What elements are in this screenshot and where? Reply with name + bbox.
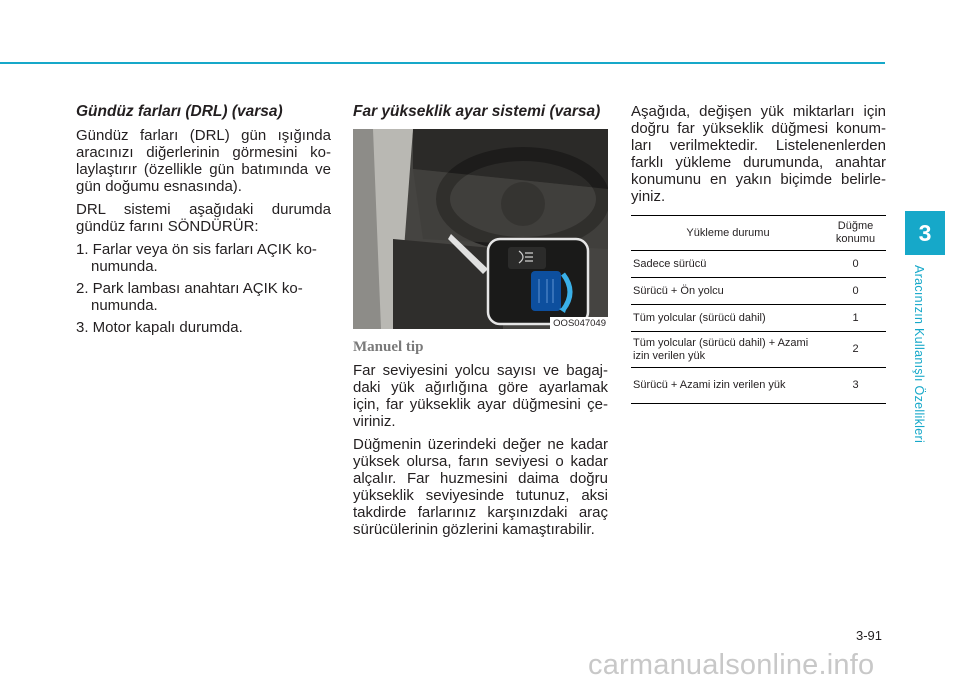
- switch-position: 0: [825, 278, 886, 305]
- load-table: [631, 215, 886, 404]
- switch-position: 1: [825, 305, 886, 332]
- drl-intro: Gündüz farları (DRL) gün ışığında aracınızı diğerlerinin görmesini ko-laylaştırır (özellikle gün batımında ve gün doğumu esnasında).: [76, 127, 331, 195]
- load-condition: Sadece sürücü: [631, 251, 825, 278]
- column-drl: [76, 103, 331, 341]
- table-row: [631, 278, 886, 305]
- drl-list: [76, 241, 331, 336]
- dashboard-illustration: [353, 129, 608, 329]
- list-item: 3. Motor kapalı durumda.: [76, 319, 243, 336]
- table-row: [631, 368, 886, 404]
- list-item: 2. Park lambası anahtarı AÇIK ko-numunda.: [76, 280, 303, 314]
- list-item: 1. Farlar veya ön sis farları AÇIK ko-numunda.: [76, 241, 317, 275]
- table-row: [631, 305, 886, 332]
- leveling-para1: Far seviyesini yolcu sayısı ve bagaj-daki yük ağırlığına göre ayarlamak için, far yükseklik ayar düğmesini çe-viriniz.: [353, 362, 608, 430]
- switch-position: 3: [825, 368, 886, 404]
- load-condition: Sürücü + Ön yolcu: [631, 278, 825, 305]
- leveling-heading: Far yükseklik ayar sistemi (varsa): [353, 103, 601, 120]
- table-row: [631, 251, 886, 278]
- column-load-table: [631, 103, 886, 404]
- dashboard-photo: [353, 129, 608, 329]
- table-intro: Aşağıda, değişen yük miktarları için doğru far yükseklik düğmesi konum-ları verilmektedir. Listelenenlerden farklı yükleme durumunda, anahtar konumunu en yakın biçimde belirle-yiniz.: [631, 103, 886, 205]
- load-condition: Sürücü + Azami izin verilen yük: [631, 368, 825, 404]
- table-header: Yükleme durumu: [631, 216, 825, 251]
- watermark: carmanualsonline.info: [588, 649, 875, 681]
- load-condition: Tüm yolcular (sürücü dahil) + Azami izin verilen yük: [631, 332, 825, 368]
- load-condition: Tüm yolcular (sürücü dahil): [631, 305, 825, 332]
- drl-heading: Gündüz farları (DRL) (varsa): [76, 103, 283, 120]
- table-header: Düğme konumu: [825, 216, 886, 251]
- switch-position: 2: [825, 332, 886, 368]
- column-headlight-leveling: [353, 103, 608, 544]
- switch-position: 0: [825, 251, 886, 278]
- page-number: 3-91: [856, 628, 883, 643]
- leveling-para2: Düğmenin üzerindeki değer ne kadar yüksek olursa, farın seviyesi o kadar alçalır. Far huzmesini daima doğru yükseklik seviyesinde tutunuz, aksi takdirde farlarınız karşınızdaki araç sürücülerinin gözlerini kamaştırabilir.: [353, 436, 608, 538]
- chapter-title: Aracınızın Kullanışlı Özellikleri: [912, 265, 926, 444]
- table-row: [631, 332, 886, 368]
- chapter-tab: 3: [905, 211, 945, 255]
- photo-code: OOS047049: [550, 317, 608, 329]
- header-rule: [0, 62, 885, 64]
- drl-condition: DRL sistemi aşağıdaki durumda gündüz farını SÖNDÜRÜR:: [76, 201, 331, 235]
- manual-subheading: Manuel tip: [353, 339, 424, 355]
